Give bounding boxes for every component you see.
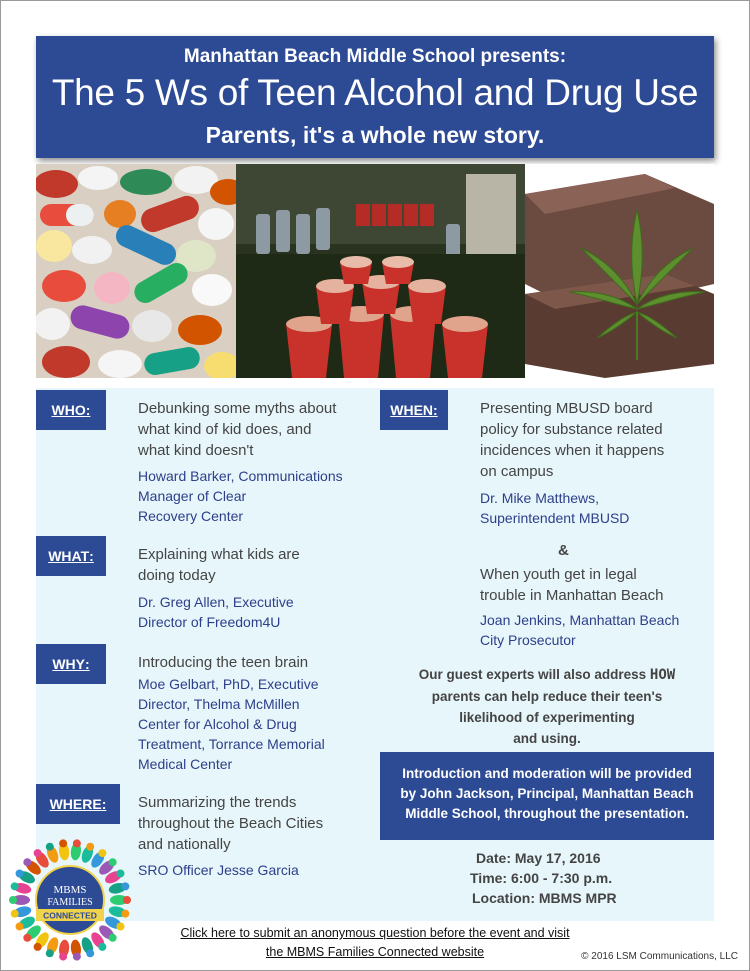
presents-line: Manhattan Beach Middle School presents: bbox=[183, 46, 567, 67]
where-topic-line: Summarizing the trends bbox=[138, 794, 297, 811]
logo-figure-head bbox=[109, 858, 117, 866]
event-title: The 5 Ws of Teen Alcohol and Drug Use bbox=[51, 72, 699, 113]
where-label: WHERE : bbox=[36, 784, 120, 824]
why-speaker-line: Treatment, Torrance Memorial bbox=[138, 736, 325, 752]
event-date: Date: May 17, 2016 bbox=[476, 850, 601, 866]
ampersand: & bbox=[558, 542, 569, 559]
why-speaker-line: Medical Center bbox=[138, 756, 233, 772]
logo-line3: CONNECTED bbox=[43, 910, 97, 921]
why-topic bbox=[138, 652, 368, 673]
who-topic-line: Debunking some myths about bbox=[138, 400, 337, 417]
logo-figure-head bbox=[116, 870, 124, 878]
where-label-text: WHERE bbox=[49, 796, 102, 812]
experts-line: Our guest experts will also address bbox=[418, 667, 650, 682]
who-topic-line: what kind doesn't bbox=[138, 442, 254, 459]
who-speaker-line: Recovery Center bbox=[138, 508, 244, 524]
when-topic-line: on campus bbox=[480, 463, 554, 480]
what-speaker-line: Director of Freedom4U bbox=[138, 614, 281, 630]
why-topic-line: Introducing the teen brain bbox=[138, 654, 309, 671]
footer-link-line[interactable]: the MBMS Families Connected website bbox=[265, 945, 485, 959]
event-subtitle: Parents, it's a whole new story. bbox=[205, 122, 545, 148]
where-topic-line: throughout the Beach Cities bbox=[138, 815, 324, 832]
who-speaker-line: Manager of Clear bbox=[138, 488, 247, 504]
logo-line1: MBMS bbox=[53, 884, 87, 896]
why-speaker bbox=[138, 674, 378, 774]
event-time: Time: 6:00 - 7:30 p.m. bbox=[470, 870, 613, 886]
what-topic-line: Explaining what kids are bbox=[138, 546, 300, 563]
logo-figure-head bbox=[59, 839, 67, 847]
when-topic bbox=[480, 398, 710, 482]
experts-line: parents can help reduce their teen's bbox=[431, 689, 663, 704]
what-speaker-line: Dr. Greg Allen, Executive bbox=[138, 594, 294, 610]
experts-how: HOW bbox=[649, 667, 676, 683]
why-speaker-line: Moe Gelbart, PhD, Executive bbox=[138, 676, 319, 692]
when-topic-2 bbox=[480, 564, 710, 606]
when-topic-line: policy for substance related bbox=[480, 421, 663, 438]
logo-line2: FAMILIES bbox=[47, 897, 93, 908]
logo-figure-head bbox=[73, 839, 81, 847]
what-label: WHAT : bbox=[36, 536, 106, 576]
logo-figure-head bbox=[16, 870, 24, 878]
logo-figure-head bbox=[23, 858, 31, 866]
when-topic2-line: trouble in Manhattan Beach bbox=[480, 587, 664, 604]
pills-photo bbox=[36, 164, 236, 378]
why-label: WHY : bbox=[36, 644, 106, 684]
logo-figure-head bbox=[9, 896, 17, 904]
why-label-text: WHY bbox=[52, 656, 85, 672]
who-speaker bbox=[138, 466, 378, 526]
logo-figure-head bbox=[11, 910, 19, 918]
chocolate-cannabis-photo bbox=[525, 164, 714, 378]
what-label-text: WHAT bbox=[48, 548, 90, 564]
who-topic bbox=[138, 398, 368, 461]
what-speaker bbox=[138, 592, 378, 632]
what-topic bbox=[138, 544, 368, 586]
logo-figure-head bbox=[34, 849, 42, 857]
when-speaker-2 bbox=[480, 610, 710, 650]
who-label-text: WHO bbox=[51, 402, 86, 418]
when-speaker-line: Superintendent MBUSD bbox=[480, 510, 630, 526]
when-speaker2-line: Joan Jenkins, Manhattan Beach bbox=[480, 612, 680, 628]
where-speaker bbox=[138, 860, 378, 880]
photo-strip bbox=[36, 164, 714, 378]
logo-figure-head bbox=[123, 896, 131, 904]
moderation-line: Middle School, throughout the presentation. bbox=[405, 806, 689, 821]
who-topic-line: what kind of kid does, and bbox=[138, 421, 312, 438]
why-speaker-line: Center for Alcohol & Drug bbox=[138, 716, 297, 732]
party-cups-photo bbox=[236, 164, 525, 378]
when-topic-line: incidences when it happens bbox=[480, 442, 665, 459]
event-location: Location: MBMS MPR bbox=[472, 890, 617, 906]
logo-figure-head bbox=[121, 910, 129, 918]
logo-figure-head bbox=[121, 882, 129, 890]
logo-figure-head bbox=[98, 849, 106, 857]
experts-line: likelihood of experimenting bbox=[459, 710, 635, 725]
when-label-text: WHEN bbox=[390, 402, 434, 418]
logo-figure-head bbox=[11, 882, 19, 890]
footer-link-line[interactable]: Click here to submit an anonymous question before the event and visit bbox=[180, 926, 570, 940]
experts-note bbox=[380, 664, 714, 749]
when-speaker2-line: City Prosecutor bbox=[480, 632, 576, 648]
who-speaker-line: Howard Barker, Communications bbox=[138, 468, 343, 484]
where-topic bbox=[138, 792, 368, 855]
when-speaker bbox=[480, 488, 710, 528]
experts-line: and using. bbox=[513, 731, 581, 746]
logo-figure-head bbox=[86, 843, 94, 851]
when-label: WHEN : bbox=[380, 390, 448, 430]
when-topic2-line: When youth get in legal bbox=[480, 566, 637, 583]
moderation-line: by John Jackson, Principal, Manhattan Beach bbox=[400, 786, 694, 801]
why-speaker-line: Director, Thelma McMillen bbox=[138, 696, 300, 712]
moderation-box bbox=[380, 752, 714, 840]
when-speaker-line: Dr. Mike Matthews, bbox=[480, 490, 600, 506]
copyright: © 2016 LSM Communications, LLC bbox=[581, 951, 738, 962]
who-label: WHO : bbox=[36, 390, 106, 430]
when-topic-line: Presenting MBUSD board bbox=[480, 400, 653, 417]
where-speaker-line: SRO Officer Jesse Garcia bbox=[138, 862, 299, 878]
moderation-line: Introduction and moderation will be provided bbox=[402, 766, 692, 781]
header-banner bbox=[36, 36, 714, 158]
what-topic-line: doing today bbox=[138, 567, 216, 584]
logo-figure-head bbox=[46, 843, 54, 851]
where-topic-line: and nationally bbox=[138, 836, 231, 853]
